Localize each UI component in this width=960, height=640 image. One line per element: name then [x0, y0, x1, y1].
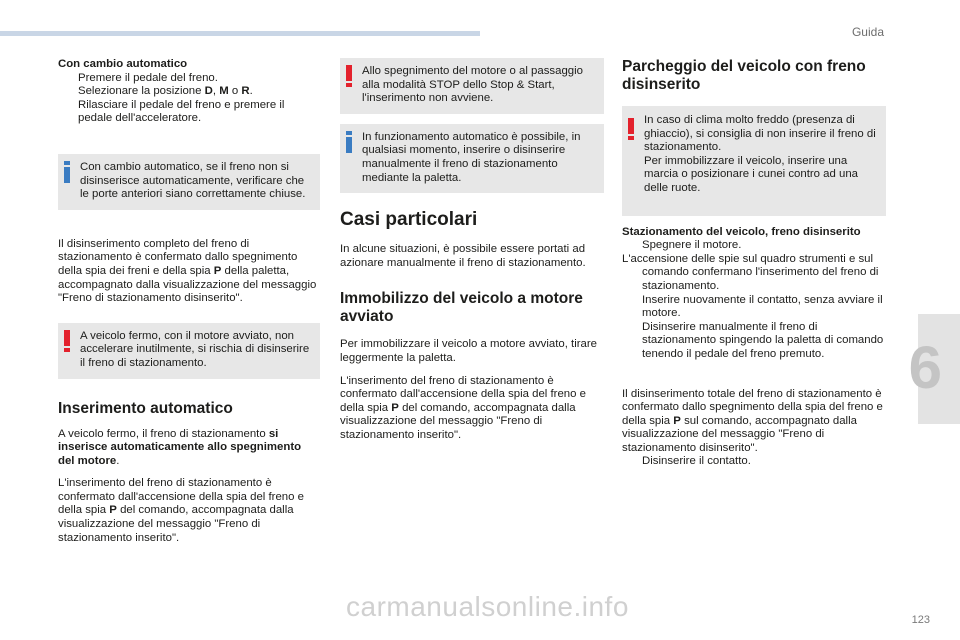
chapter-number: 6	[908, 334, 942, 401]
auto-title: Con cambio automatico	[58, 58, 188, 70]
ins-paragraph-2: L'inserimento del freno di stazionamento è confermato dall'accensione della spia del freno e della spia P del comando, accompagnata dalla visualizzazione del messaggio "Freno di stazionamento inserito".	[58, 477, 304, 544]
warning-icon	[64, 330, 70, 352]
warning-box-stop-start: Allo spegnimento del motore o al passaggio alla modalità STOP dello Stop & Start, l'inserimento non avviene.	[340, 58, 604, 114]
column-middle	[340, 58, 604, 443]
ins-paragraph-1: A veicolo fermo, il freno di stazionamento si inserisce automaticamente allo spegnimento del motore.	[58, 427, 302, 467]
warning-icon	[346, 65, 352, 87]
section-label: Guida	[851, 25, 884, 39]
heading-casi-particolari: Casi particolari	[340, 209, 478, 231]
stat-step-1: Spegnere il motore.	[642, 239, 742, 252]
heading-immobilizzo: Immobilizzo del veicolo a motore avviato	[340, 290, 583, 326]
warning-box-cold: In caso di clima molto freddo (presenza di ghiaccio), si consiglia di non inserire il freno di stazionamento. Per immobilizzare il veicolo, inserire una marcia o posizionare i cunei contro ad una delle ruote.	[622, 106, 886, 216]
column-right	[622, 58, 886, 469]
heading-parcheggio: Parcheggio del veicolo con freno disinserito	[622, 58, 866, 93]
final-paragraph: Il disinserimento totale del freno di stazionamento è confermato dallo spegnimento della spia del freno e della spia P sul comando, accompagnato dalla visualizzazione del messaggio "Freno di stazionamento disinserito".	[622, 387, 883, 454]
stat-step-3: Disinserire manualmente il freno di stazionamento spingendo la paletta di comando tenendo il pedale del freno premuto.	[642, 320, 884, 360]
stat-confirm-line: L'accensione delle spie sul quadro strumenti e sul comando confermano l'inserimento del freno di stazionamento.	[622, 252, 879, 292]
auto-step-2: Selezionare la posizione D, M o R.	[78, 85, 253, 98]
auto-step-3: Rilasciare il pedale del freno e premere il pedale dell'acceleratore.	[78, 98, 285, 125]
auto-step-1: Premere il pedale del freno.	[78, 71, 218, 84]
final-step: Disinserire il contatto.	[642, 455, 751, 468]
info-icon	[64, 161, 70, 183]
warning-icon	[628, 118, 634, 140]
casi-paragraph: In alcune situazioni, è possibile essere portati ad azionare manualmente il freno di stazionamento.	[340, 243, 586, 269]
column-left	[58, 58, 320, 545]
info-box-manual: In funzionamento automatico è possibile, in qualsiasi momento, inserire o disinserire manualmente il freno di stazionamento mediante la paletta.	[340, 124, 604, 193]
stat-step-2: Inserire nuovamente il contatto, senza avviare il motore.	[642, 293, 883, 320]
stazionamento-title: Stazionamento del veicolo, freno disinserito	[622, 225, 861, 238]
page-number: 123	[911, 614, 930, 626]
info-box-auto: Con cambio automatico, se il freno non si disinserisce automaticamente, verificare che le porte anteriori siano correttamente chiuse.	[58, 154, 320, 210]
immob-paragraph-2: L'inserimento del freno di stazionamento è confermato dall'accensione della spia del freno e della spia P del comando, accompagnata dalla visualizzazione del messaggio "Freno di stazionamento inserito".	[340, 374, 586, 441]
warning-box-accelerate: A veicolo fermo, con il motore avviato, non accelerare inutilmente, si rischia di disinserire il freno di stazionamento.	[58, 323, 320, 379]
watermark: carmanualsonline.info	[346, 591, 629, 622]
confirm-paragraph: Il disinserimento completo del freno di stazionamento è confermato dallo spegnimento della spia dei freni e della spia P della paletta, accompagnato dalla visualizzazione del messaggio "Freno di stazionamento disinserito".	[58, 237, 317, 305]
heading-inserimento-automatico: Inserimento automatico	[58, 399, 233, 417]
info-icon	[346, 131, 352, 153]
immob-paragraph-1: Per immobilizzare il veicolo a motore avviato, tirare leggermente la paletta.	[340, 338, 598, 364]
header-accent-bar	[0, 31, 480, 36]
